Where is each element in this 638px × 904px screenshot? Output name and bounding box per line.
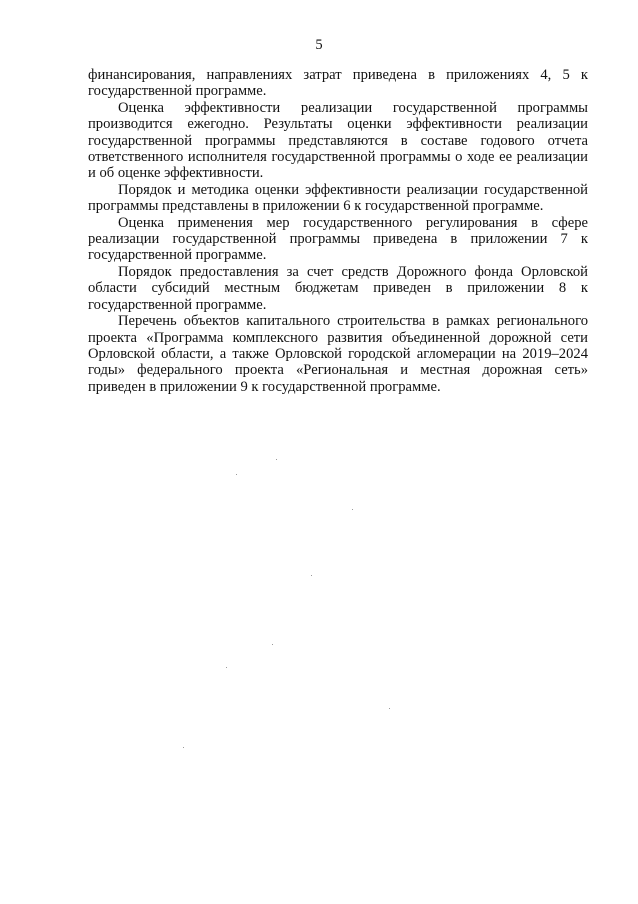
scan-speck [389,708,390,709]
scan-speck [272,644,273,645]
scan-speck [352,509,353,510]
scan-speck [183,747,184,748]
paragraph-road-fund-subsidies: Порядок предоставления за счет средств Дорожного фонда Орловской области субсидий местным бюджетам приведен в приложении 8 к государственной программе. [88,263,588,313]
scan-speck [276,459,277,460]
paragraph-funding-continuation: финансирования, направлениях затрат приведена в приложениях 4, 5 к государственной программе. [88,67,588,100]
scan-speck [236,474,237,475]
scan-speck [226,667,227,668]
scan-speck [311,575,312,576]
page-number: 5 [315,37,323,53]
paragraph-capital-construction: Перечень объектов капитального строительства в рамках регионального проекта «Программа комплексного развития объединенной дорожной сети Орловской области, а также Орловской городской агломерации на 2019–2024 годы» федерального проекта «Региональная и местная дорожная сеть» приведен в приложении 9 к государственной программе. [88,313,588,395]
body-text [88,67,588,395]
paragraph-efficiency-evaluation: Оценка эффективности реализации государственной программы производится ежегодно. Результаты оценки эффективности реализации государственной программы представляются в составе годового отчета ответственного исполнителя государственной программы о ходе ее реализации и об оценке эффективности. [88,99,588,182]
paragraph-regulation-measures: Оценка применения мер государственного регулирования в сфере реализации государственной программы приведена в приложении 7 к государственной программе. [88,214,588,264]
paragraph-methodology: Порядок и методика оценки эффективности реализации государственной программы представлены в приложении 6 к государственной программе. [88,181,588,215]
